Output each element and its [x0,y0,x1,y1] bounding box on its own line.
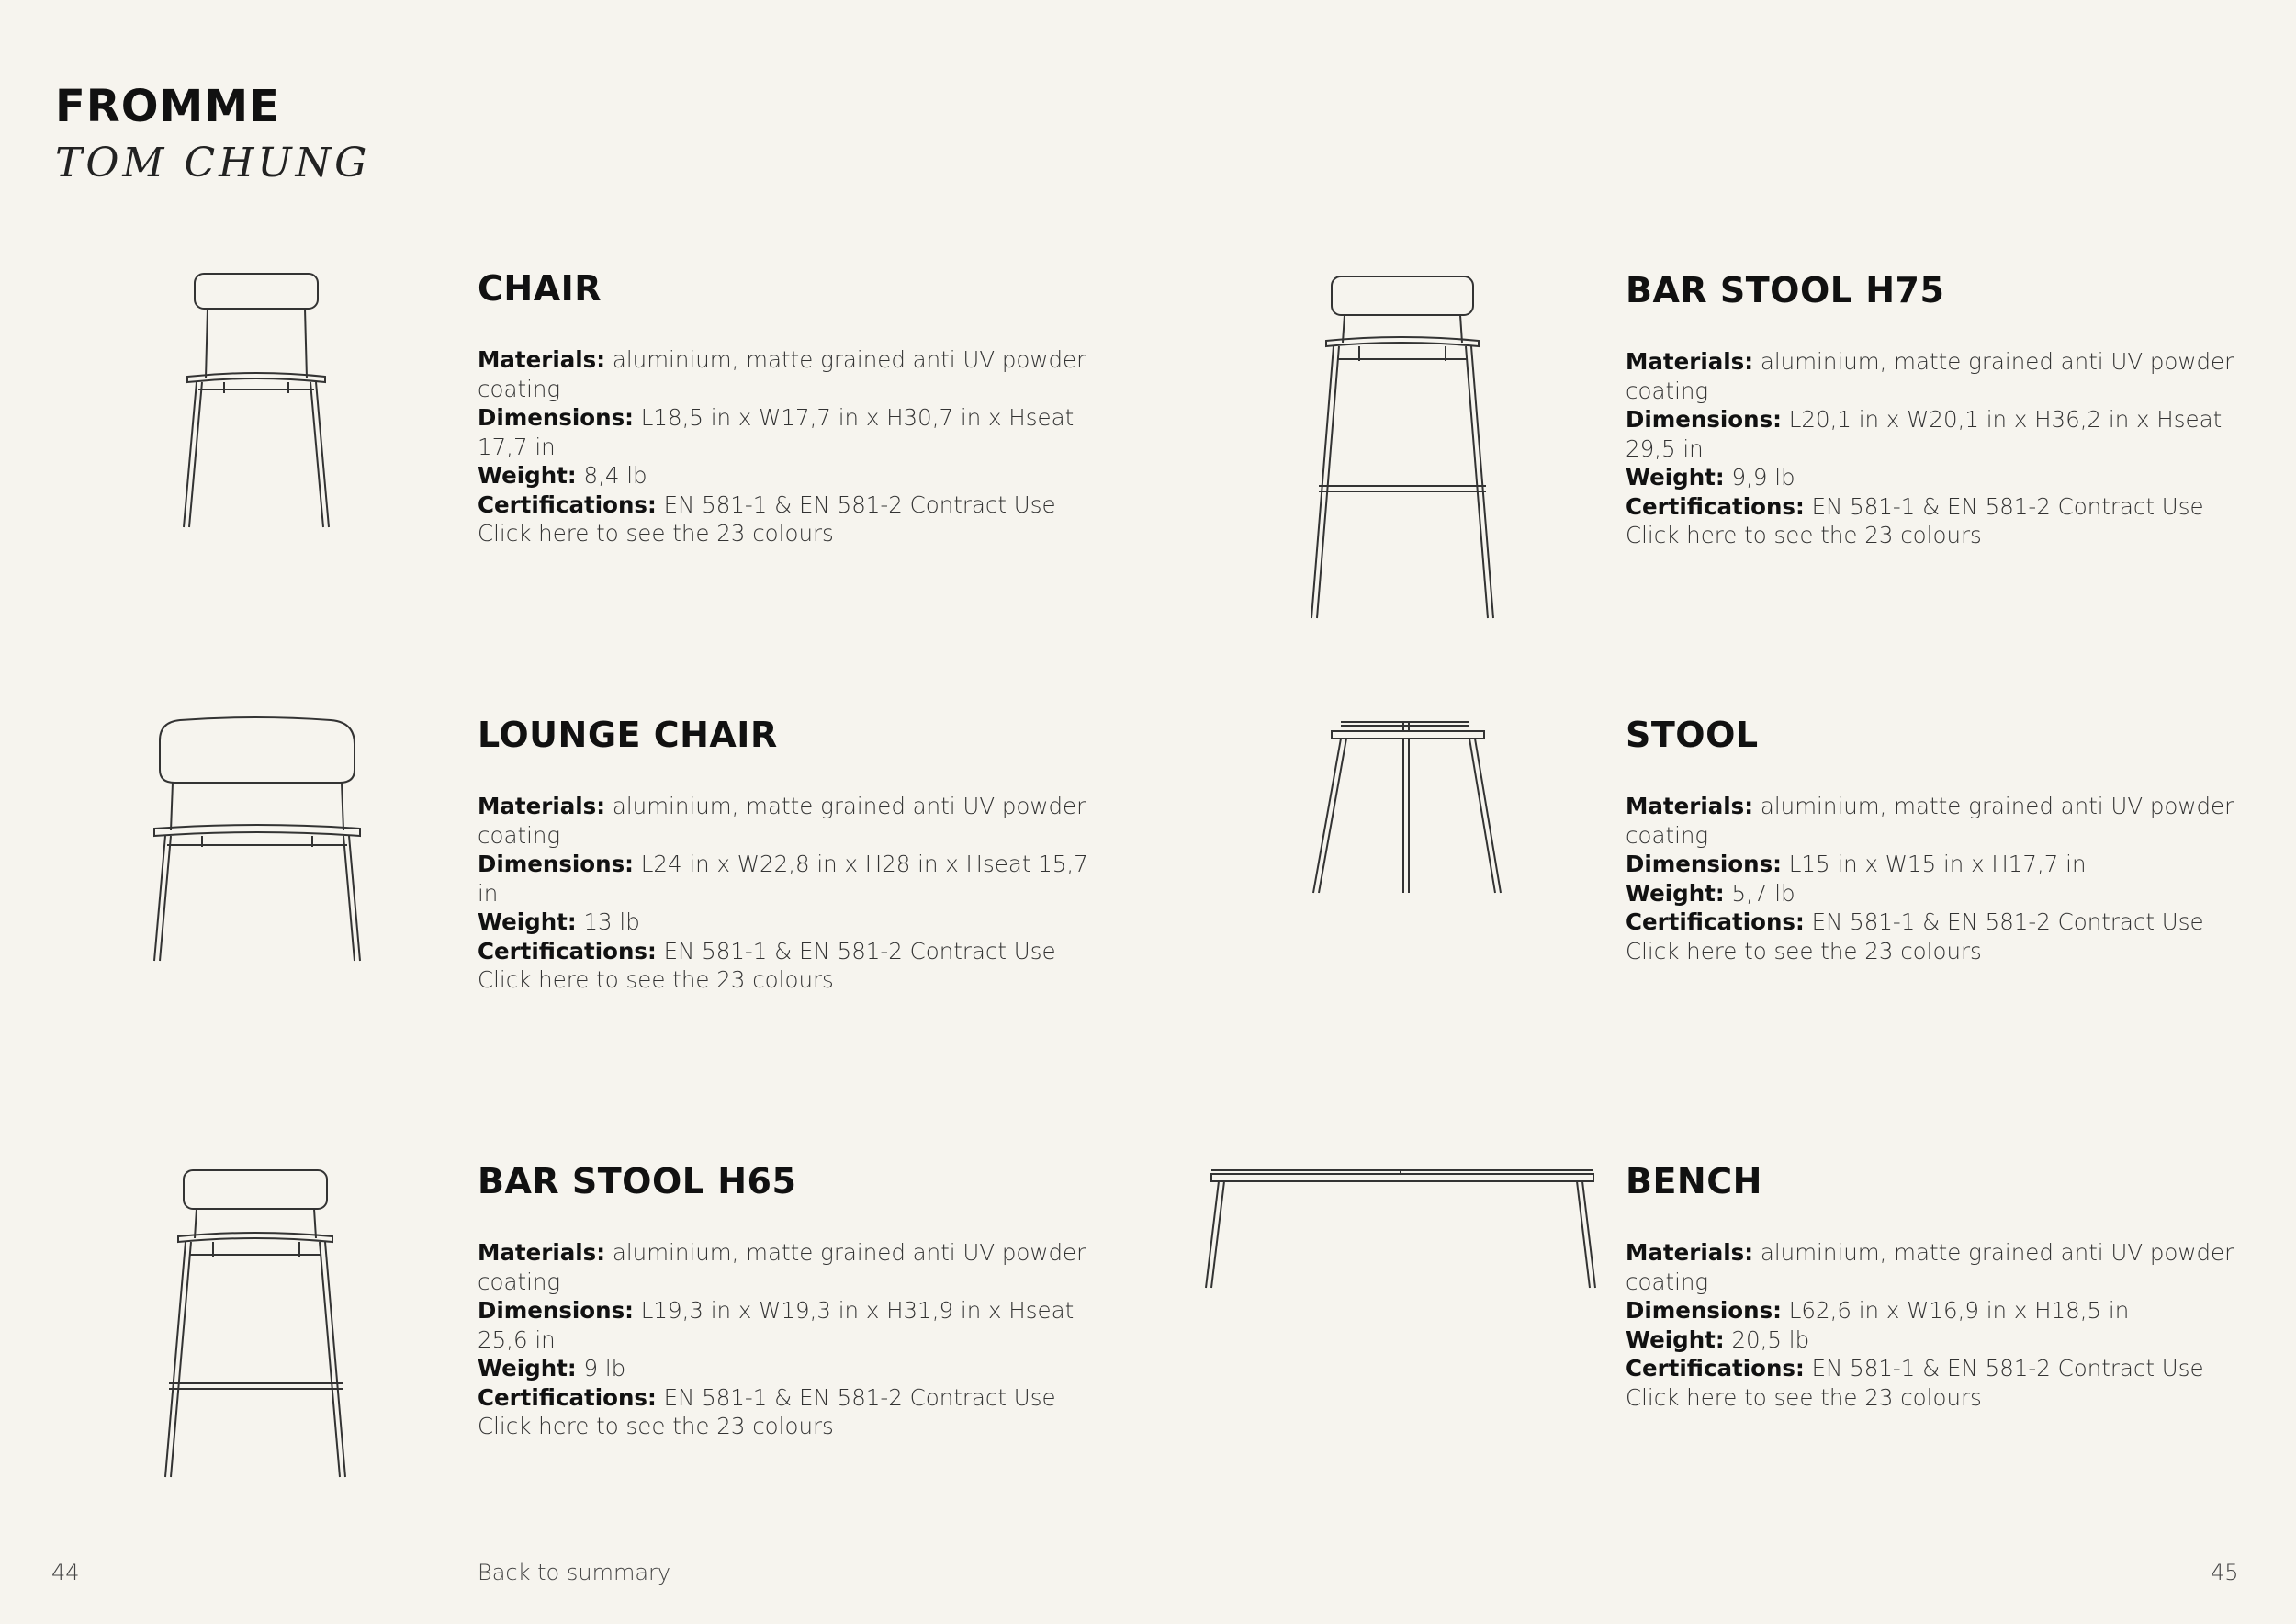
certifications-label: Certifications: [1626,1355,1805,1382]
materials-value: aluminium, matte grained anti UV powder coating [478,793,1086,849]
certifications-value: EN 581-1 & EN 581-2 Contract Use [663,937,1056,964]
dimensions-label: Dimensions: [478,851,634,877]
product-name: BENCH [1626,1161,1762,1201]
colours-link[interactable]: Click here to see the 23 colours [478,1413,834,1439]
materials-value: aluminium, matte grained anti UV powder coating [1626,793,2234,849]
bar-stool-h65-illustration [156,1167,358,1483]
dimensions-value: L18,5 in x W17,7 in x H30,7 in x Hseat 17,7 in [478,404,1075,460]
product-bar-stool-h75 [1626,270,2250,550]
certifications-label: Certifications: [478,491,657,518]
product-chair [478,268,1102,548]
certifications-label: Certifications: [1626,908,1805,935]
dimensions-label: Dimensions: [478,1297,634,1324]
collection-title: FROMME [55,81,280,132]
back-to-summary-link[interactable]: Back to summary [478,1560,671,1585]
weight-value: 8,4 lb [583,462,647,489]
dimensions-value: L20,1 in x W20,1 in x H36,2 in x Hseat 29,5 in [1626,406,2223,462]
product-name: CHAIR [478,268,602,309]
materials-value: aluminium, matte grained anti UV powder coating [1626,1239,2234,1295]
certifications-value: EN 581-1 & EN 581-2 Contract Use [663,491,1056,518]
product-specs [478,345,1102,548]
weight-value: 13 lb [583,908,640,935]
product-specs [478,792,1102,995]
materials-value: aluminium, matte grained anti UV powder coating [478,1239,1086,1295]
dimensions-label: Dimensions: [1626,851,1782,877]
product-specs [1626,792,2250,965]
materials-value: aluminium, matte grained anti UV powder coating [1626,348,2234,404]
dimensions-label: Dimensions: [478,404,634,431]
colours-link[interactable]: Click here to see the 23 colours [478,966,834,993]
dimensions-label: Dimensions: [1626,406,1782,433]
dimensions-value: L62,6 in x W16,9 in x H18,5 in [1788,1297,2130,1324]
certifications-value: EN 581-1 & EN 581-2 Contract Use [1811,492,2204,520]
dimensions-value: L15 in x W15 in x H17,7 in [1788,851,2087,877]
materials-label: Materials: [1626,793,1754,819]
product-bench [1626,1161,2250,1412]
product-name: STOOL [1626,715,1759,755]
colours-link[interactable]: Click here to see the 23 colours [478,520,834,547]
colours-link[interactable]: Click here to see the 23 colours [1626,522,1982,548]
weight-value: 20,5 lb [1731,1325,1810,1353]
product-name: LOUNGE CHAIR [478,715,778,755]
materials-label: Materials: [478,346,606,373]
certifications-value: EN 581-1 & EN 581-2 Contract Use [1811,908,2204,935]
page-number-right: 45 [2211,1560,2239,1585]
stool-illustration [1304,716,1506,900]
weight-label: Weight: [1626,464,1725,491]
certifications-label: Certifications: [1626,492,1805,520]
dimensions-value: L24 in x W22,8 in x H28 in x Hseat 15,7 in [478,851,1088,907]
materials-label: Materials: [478,793,606,819]
product-lounge-chair [478,715,1102,995]
materials-value: aluminium, matte grained anti UV powder coating [478,346,1086,402]
product-name: BAR STOOL H65 [478,1161,797,1201]
weight-label: Weight: [1626,879,1725,907]
dimensions-value: L19,3 in x W19,3 in x H31,9 in x Hseat 25,6 in [478,1297,1075,1353]
colours-link[interactable]: Click here to see the 23 colours [1626,937,1982,964]
chair-illustration [174,266,340,533]
product-specs [478,1238,1102,1441]
weight-label: Weight: [478,462,577,489]
weight-label: Weight: [478,1355,577,1382]
product-specs [1626,1238,2250,1412]
bench-illustration [1199,1165,1603,1293]
page-number-left: 44 [51,1560,80,1585]
certifications-value: EN 581-1 & EN 581-2 Contract Use [663,1383,1056,1411]
lounge-chair-illustration [147,716,367,964]
bar-stool-h75-illustration [1304,271,1497,625]
certifications-label: Certifications: [478,1383,657,1411]
designer-name: TOM CHUNG [55,140,371,186]
materials-label: Materials: [478,1239,606,1266]
dimensions-label: Dimensions: [1626,1297,1782,1324]
weight-label: Weight: [1626,1325,1725,1353]
colours-link[interactable]: Click here to see the 23 colours [1626,1383,1982,1411]
materials-label: Materials: [1626,348,1754,375]
weight-value: 9 lb [583,1355,626,1382]
weight-label: Weight: [478,908,577,935]
weight-value: 5,7 lb [1731,879,1795,907]
certifications-value: EN 581-1 & EN 581-2 Contract Use [1811,1355,2204,1382]
product-stool [1626,715,2250,965]
product-bar-stool-h65 [478,1161,1102,1441]
product-specs [1626,347,2250,550]
weight-value: 9,9 lb [1731,464,1795,491]
materials-label: Materials: [1626,1239,1754,1266]
certifications-label: Certifications: [478,937,657,964]
product-name: BAR STOOL H75 [1626,270,1945,310]
